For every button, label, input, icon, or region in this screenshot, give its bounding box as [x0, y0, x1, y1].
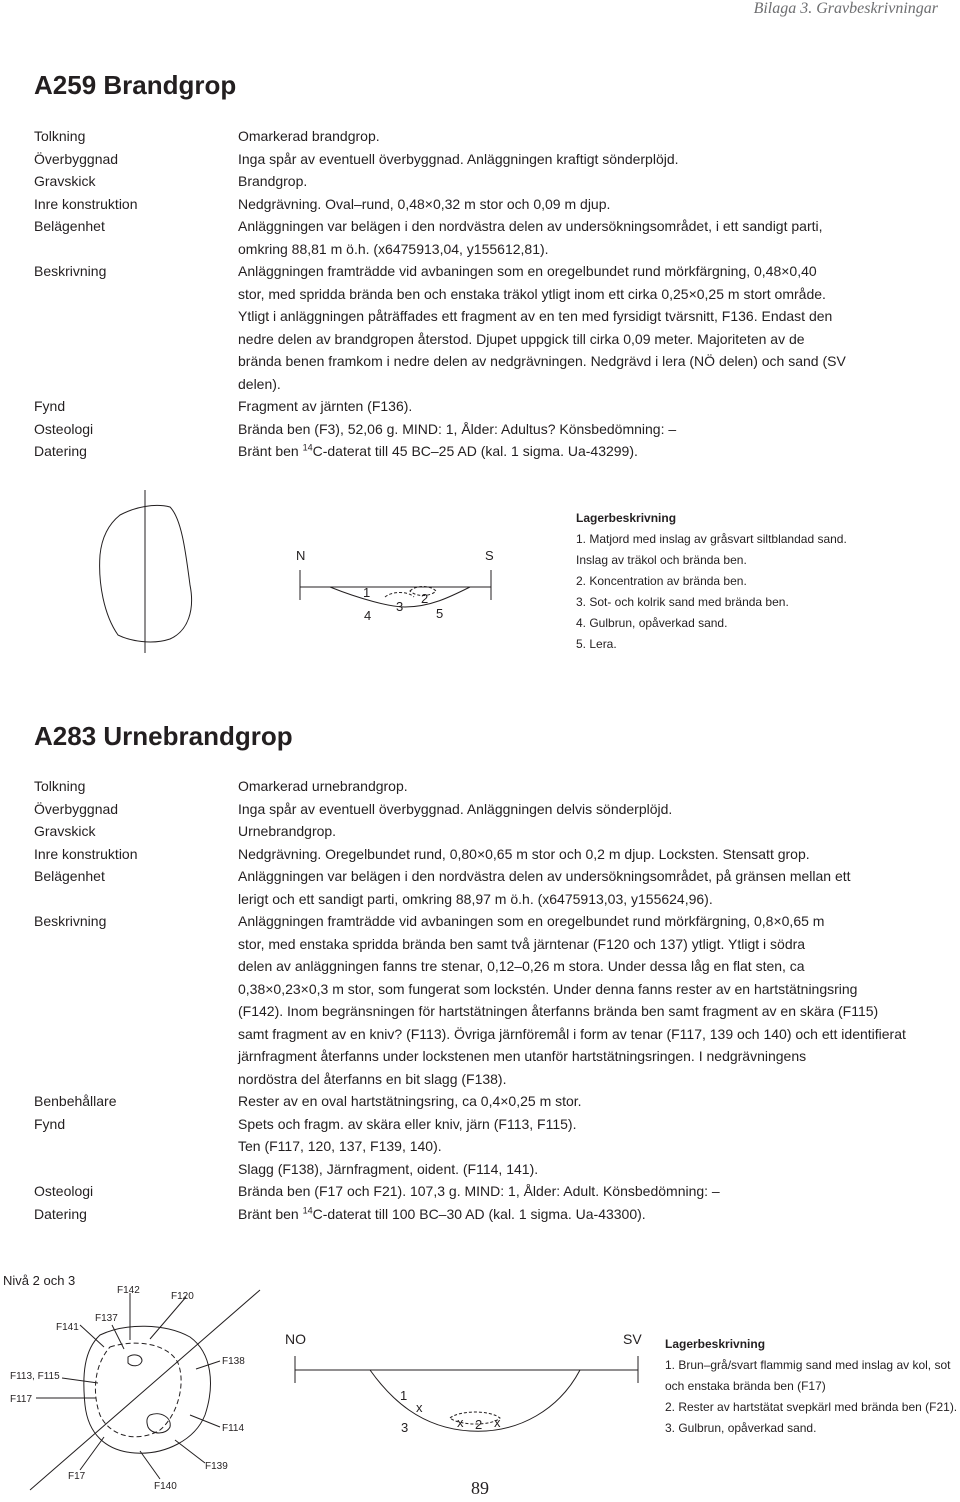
svg-text:x: x	[494, 1415, 501, 1430]
field-row	[34, 865, 914, 910]
field-value: Rester av en oval hartstätningsring, ca 0,4×0,25 m stor.	[238, 1093, 582, 1109]
svg-text:F140: F140	[154, 1481, 177, 1492]
field-row	[34, 148, 914, 171]
field-value: lerigt och ett sandigt parti, omkring 88,97 m ö.h. (x6475913,03, y155624,96).	[238, 890, 713, 907]
legend-item: 4. Gulbrun, opåverkad sand.	[576, 616, 728, 630]
field-value: Inga spår av eventuell överbyggnad. Anläggningen delvis sönderplöjd.	[238, 800, 673, 817]
page-number: 89	[471, 1478, 489, 1498]
legend-item: Inslag av träkol och brända ben.	[576, 553, 747, 567]
svg-text:F117: F117	[10, 1394, 33, 1405]
field-label: Inre konstruktion	[34, 195, 138, 212]
a259-plan-drawing	[90, 485, 230, 655]
svg-text:F113, F115: F113, F115	[10, 1371, 60, 1382]
field-value: Inga spår av eventuell överbyggnad. Anläggningen kraftigt sönderplöjd.	[238, 150, 679, 167]
legend-item: 2. Rester av hartstätat svepkärl med brända ben (F21).	[665, 1400, 958, 1414]
field-row	[34, 395, 914, 418]
field-label: Beskrivning	[34, 913, 107, 929]
page-header: Bilaga 3. Gravbeskrivningar	[753, 0, 938, 17]
field-value: nordöstra del återfanns en bit slagg (F138).	[238, 1070, 507, 1087]
field-label: Osteologi	[34, 1183, 94, 1199]
plan-title: Nivå 2 och 3	[3, 1273, 76, 1288]
field-value: delen).	[238, 375, 281, 392]
field-row	[34, 418, 914, 441]
field-label: Beskrivning	[34, 263, 107, 279]
legend-item: 3. Gulbrun, opåverkad sand.	[665, 1421, 817, 1435]
dating-text: C-daterat till 100 BC–30 AD (kal. 1 sigma. Ua-43300).	[312, 1205, 646, 1222]
field-value: Fragment av järnten (F136).	[238, 398, 413, 414]
field-value: Omarkerad urnebrandgrop.	[238, 778, 408, 794]
field-value: järnfragment återfanns under lockstenen men utanför hartstätningsringen. I nedgrävningens	[238, 1048, 807, 1064]
field-value: Brända ben (F17 och F21). 107,3 g. MIND: 1, Ålder: Adult. Könsbedömning: –	[238, 1183, 720, 1199]
field-value: Slagg (F138), Järnfragment, oident. (F114, 141).	[238, 1160, 539, 1177]
a283-legend	[665, 1334, 957, 1439]
field-value: Spets och fragm. av skära eller kniv, järn (F113, F115).	[238, 1115, 577, 1132]
svg-text:F137: F137	[95, 1313, 118, 1324]
svg-text:x: x	[416, 1400, 423, 1415]
svg-text:F17: F17	[68, 1471, 86, 1482]
legend-item: 2. Koncentration av brända ben.	[576, 574, 747, 588]
svg-text:F141: F141	[56, 1322, 79, 1333]
field-label: Gravskick	[34, 823, 96, 839]
field-label: Gravskick	[34, 173, 96, 189]
field-row	[34, 910, 914, 1090]
field-value: Ten (F117, 120, 137, F139, 140).	[238, 1138, 442, 1154]
field-label: Datering	[34, 1205, 87, 1222]
svg-text:F138: F138	[222, 1356, 245, 1367]
field-row-dating	[34, 440, 914, 463]
field-value: Omarkerad brandgrop.	[238, 128, 380, 144]
dating-superscript: 14	[302, 1204, 313, 1215]
field-value: Anläggningen framträdde vid avbaningen som en oregelbundet rund mörkfärgning, 0,8×0,65 m	[238, 913, 825, 929]
a259-plan-outline	[100, 505, 192, 642]
field-label: Benbehållare	[34, 1093, 117, 1109]
field-value: (F142). Inom begränsningen för hartstätningen återfanns brända ben samt fragment av en skära (F115)	[238, 1003, 879, 1019]
field-row	[34, 215, 914, 260]
field-label: Fynd	[34, 1115, 66, 1132]
field-label: Fynd	[34, 398, 66, 414]
field-row	[34, 193, 914, 216]
a259-description-table	[34, 125, 914, 463]
field-value: Nedgrävning. Oregelbundet rund, 0,80×0,65 m stor och 0,2 m djup. Locksten. Stensatt grop.	[238, 845, 810, 862]
field-label: Belägenhet	[34, 868, 105, 884]
legend-title: Lagerbeskrivning	[576, 511, 677, 525]
legend-title: Lagerbeskrivning	[665, 1337, 766, 1351]
field-value: brända benen framkom i nedre delen av nedgrävningen. Nedgrävd i lera (NÖ delen) och sand (SV	[238, 353, 846, 369]
field-value: nedre delen av brandgropen återstod. Djupet uppgick till cirka 0,09 meter. Majoriteten av de	[238, 330, 805, 347]
field-row	[34, 843, 914, 866]
field-label: Belägenhet	[34, 218, 105, 234]
field-value: samt fragment av en kniv? (F113). Övriga järnföremål i form av tenar (F117, 139 och 140) och ett identifierat	[238, 1025, 906, 1042]
a283-section-drawing	[280, 1328, 660, 1443]
field-value: Anläggningen var belägen i den nordvästra delen av undersökningsområdet, på gränsen mellan ett	[238, 868, 851, 884]
field-value: Brända ben (F3), 52,06 g. MIND: 1, Ålder: Adultus? Könsbedömning: –	[238, 420, 677, 437]
svg-text:1: 1	[400, 1388, 408, 1403]
section-label-no: NO	[285, 1331, 306, 1347]
field-row	[34, 260, 914, 395]
svg-text:F139: F139	[205, 1461, 228, 1472]
dating-text: C-daterat till 45 BC–25 AD (kal. 1 sigma. Ua-43299).	[312, 443, 638, 459]
field-label: Osteologi	[34, 420, 94, 437]
field-label: Datering	[34, 443, 87, 459]
svg-text:F142: F142	[117, 1285, 140, 1296]
field-value: stor, med spridda brända ben och enstaka träkol ytligt inom ett cirka 0,25×0,25 m stort område.	[238, 285, 826, 302]
a283-title: A283 Urnebrandgrop	[34, 721, 293, 751]
svg-text:F120: F120	[171, 1291, 194, 1302]
field-row	[34, 820, 914, 843]
field-row	[34, 170, 914, 193]
field-row	[34, 125, 914, 148]
section-layer-5: 5	[436, 606, 444, 621]
field-value	[238, 440, 914, 463]
field-value: Urnebrandgrop.	[238, 823, 337, 839]
svg-text:F114: F114	[222, 1423, 245, 1434]
field-value: Anläggningen framträdde vid avbaningen som en oregelbundet rund mörkfärgning, 0,48×0,40	[238, 263, 817, 279]
section-label-n: N	[296, 548, 306, 563]
field-value: Brandgrop.	[238, 173, 308, 189]
section-layer-3: 3	[396, 599, 404, 614]
field-row	[34, 1090, 914, 1113]
field-value	[238, 1203, 914, 1226]
legend-item: 1. Matjord med inslag av gråsvart siltblandad sand.	[576, 532, 847, 546]
field-value: omkring 88,81 m ö.h. (x6475913,04, y155612,81).	[238, 240, 549, 257]
field-row	[34, 775, 914, 798]
field-value: Ytligt i anläggningen påträffades ett fragment av en ten med fyrsidigt tvärsnitt, F136. Endast den	[238, 308, 833, 324]
field-row	[34, 1180, 914, 1203]
dating-text: Bränt ben	[238, 1205, 303, 1222]
field-value: 0,38×0,23×0,3 m stor, som fungerat som lockstén. Under denna fanns rester av en hartstätningsring	[238, 980, 858, 997]
section-layer-4: 4	[364, 608, 372, 623]
field-value: Anläggningen var belägen i den nordvästra delen av undersökningsområdet, i ett sandigt parti,	[238, 218, 823, 234]
a259-title: A259 Brandgrop	[34, 70, 237, 100]
svg-text:2: 2	[475, 1417, 483, 1432]
field-row	[34, 798, 914, 821]
section-layer-2: 2	[421, 591, 429, 606]
svg-text:x: x	[457, 1415, 464, 1430]
field-value: stor, med enstaka spridda brända ben samt två järntenar (F120 och 137) ytligt. Ytligt i södra	[238, 935, 806, 952]
legend-item: 5. Lera.	[576, 637, 617, 651]
section-layer-1: 1	[363, 585, 371, 600]
a283-plan-drawing	[0, 1265, 265, 1500]
dating-text: Bränt ben	[238, 443, 303, 459]
legend-item: 3. Sot- och kolrik sand med brända ben.	[576, 595, 789, 609]
section-label-sv: SV	[623, 1331, 642, 1347]
field-row	[34, 1113, 914, 1181]
field-label: Tolkning	[34, 778, 86, 794]
a259-legend	[576, 508, 847, 655]
dating-superscript: 14	[302, 442, 313, 453]
field-value: delen av anläggningen fanns tre stenar, 0,12–0,26 m stora. Under dessa låg en flat sten, ca	[238, 958, 805, 974]
field-value: Nedgrävning. Oval–rund, 0,48×0,32 m stor och 0,09 m djup.	[238, 195, 611, 212]
field-row-dating	[34, 1203, 914, 1226]
a283-description-table	[34, 775, 914, 1225]
field-label: Tolkning	[34, 128, 86, 144]
field-label: Överbyggnad	[34, 800, 119, 817]
field-label: Inre konstruktion	[34, 845, 138, 862]
field-label: Överbyggnad	[34, 150, 119, 167]
section-label-s: S	[485, 548, 494, 563]
svg-text:3: 3	[401, 1420, 409, 1435]
a259-section-drawing	[280, 545, 520, 630]
legend-item: 1. Brun–grå/svart flammig sand med inslag av kol, sot	[665, 1358, 951, 1372]
legend-item: och enstaka brända ben (F17)	[665, 1379, 826, 1393]
